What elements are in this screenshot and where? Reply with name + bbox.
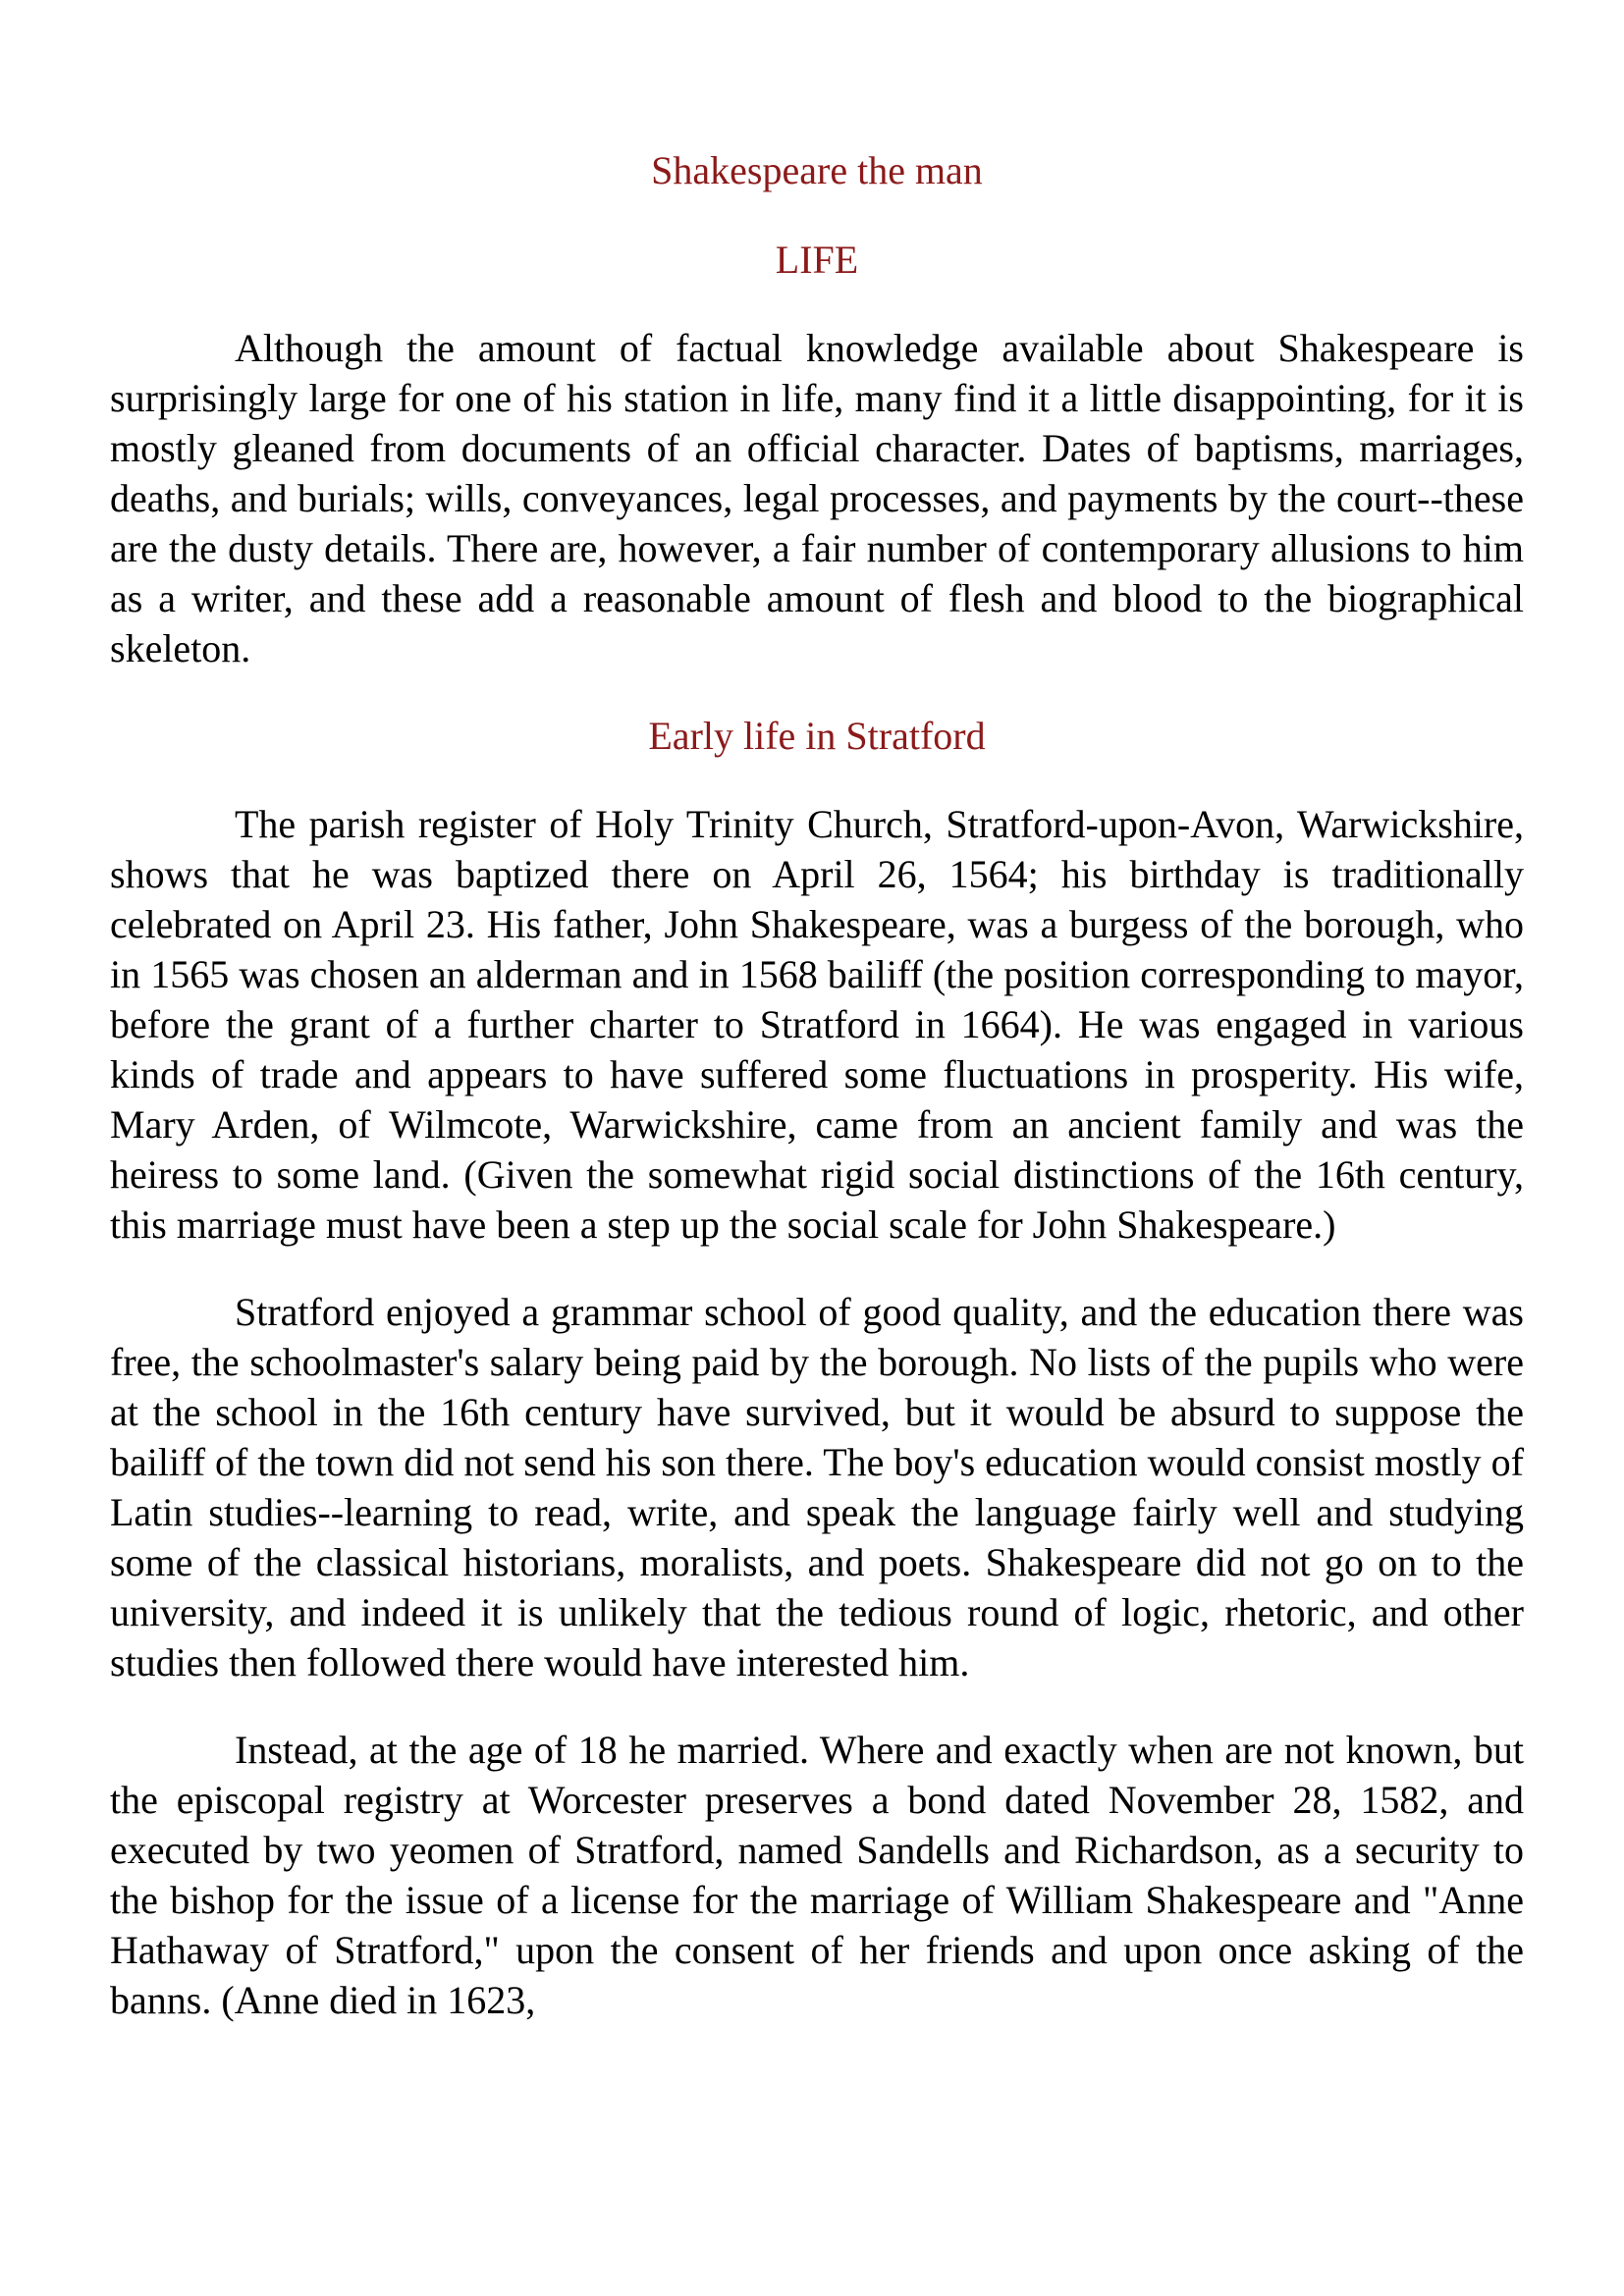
section-heading: Early life in Stratford	[648, 714, 986, 758]
section-paragraph-3: Instead, at the age of 18 he married. Where and exactly when are not known, but the episcopal registry at Worcester preserves a bond dated November 28, 1582, and executed by two yeomen of Stratford, named Sandells and Richardson, as a security to the bishop for the issue of a license for the marriage of William Shakespeare and "Anne Hathaway of Stratford," upon the consent of her friends and upon once asking of the banns. (Anne died in 1623,	[110, 1728, 1524, 2022]
intro-paragraph: Although the amount of factual knowledge available about Shakespeare is surprisingly large for one of his station in life, many find it a little disappointing, for it is mostly gleaned from documents of an official character. Dates of baptisms, marriages, deaths, and burials; wills, conveyances, legal processes, and payments by the court--these are the dusty details. There are, however, a fair number of contemporary allusions to him as a writer, and these add a reasonable amount of flesh and blood to the biographical skeleton.	[110, 326, 1524, 670]
section-paragraph-1: The parish register of Holy Trinity Church, Stratford-upon-Avon, Warwickshire, shows that he was baptized there on April 26, 1564; his birthday is traditionally celebrated on April 23. His father, John Shakespeare, was a burgess of the borough, who in 1565 was chosen an alderman and in 1568 bailiff (the position corresponding to mayor, before the grant of a further charter to Stratford in 1664). He was engaged in various kinds of trade and appears to have suffered some fluctuations in prosperity. His wife, Mary Arden, of Wilmcote, Warwickshire, came from an ancient family and was the heiress to some land. (Given the somewhat rigid social distinctions of the 16th century, this marriage must have been a step up the social scale for John Shakespeare.)	[110, 802, 1524, 1247]
document-page	[110, 145, 1524, 2062]
document-title: Shakespeare the man	[651, 148, 983, 192]
document-subtitle: LIFE	[775, 238, 859, 282]
section-paragraph-2: Stratford enjoyed a grammar school of good quality, and the education there was free, the schoolmaster's salary being paid by the borough. No lists of the pupils who were at the school in the 16th century have survived, but it would be absurd to suppose the bailiff of the town did not send his son there. The boy's education would consist mostly of Latin studies--learning to read, write, and speak the language fairly well and studying some of the classical historians, moralists, and poets. Shakespeare did not go on to the university, and indeed it is unlikely that the tedious round of logic, rhetoric, and other studies then followed there would have interested him.	[110, 1290, 1524, 1684]
